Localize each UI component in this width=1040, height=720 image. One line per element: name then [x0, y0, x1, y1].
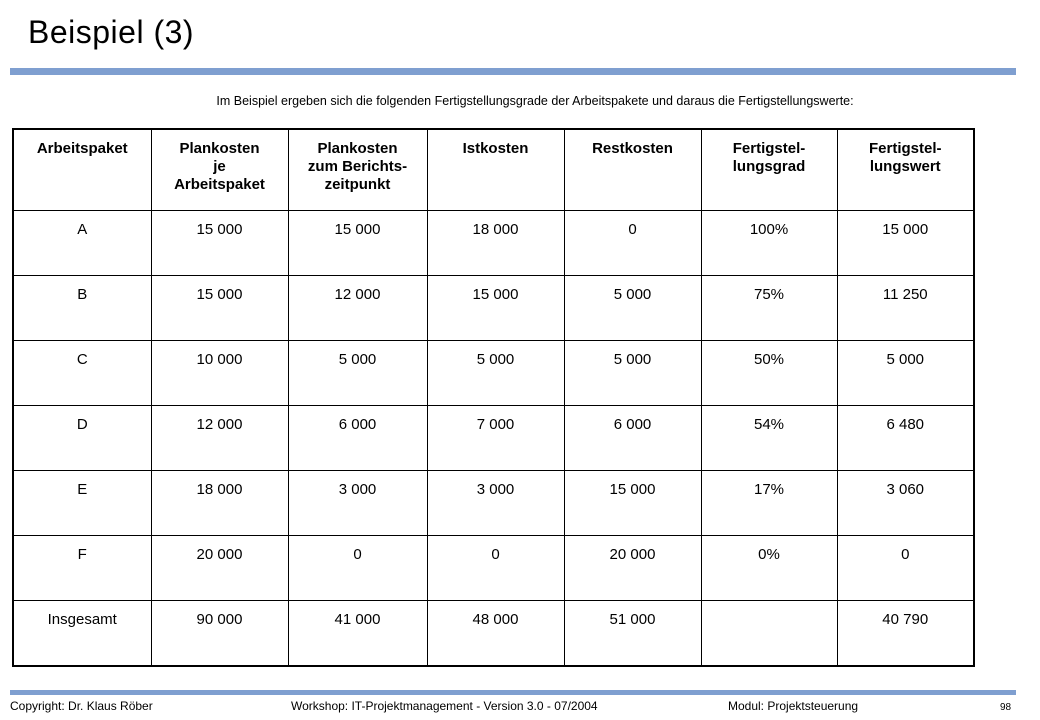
table-cell: 75%	[701, 276, 837, 341]
table-cell: 48 000	[427, 601, 564, 667]
header-arbeitspaket	[13, 129, 151, 211]
table-cell: 3 000	[427, 471, 564, 536]
table-row-total	[13, 601, 974, 667]
table-cell: 0%	[701, 536, 837, 601]
footer-copyright: Copyright: Dr. Klaus Röber	[10, 699, 153, 713]
header-restkosten	[564, 129, 701, 211]
header-line: zum Berichts-	[307, 158, 408, 175]
header-row	[13, 129, 974, 211]
table-cell: 100%	[701, 211, 837, 276]
table-cell: 12 000	[288, 276, 427, 341]
bottom-divider	[10, 690, 1016, 695]
header-line: Arbeitspaket	[36, 140, 128, 157]
table-cell: E	[13, 471, 151, 536]
header-fertigstellungsgrad	[701, 129, 837, 211]
header-plankosten-je	[151, 129, 288, 211]
intro-text: Im Beispiel ergeben sich die folgenden Fertigstellungsgrade der Arbeitspakete und daraus die Fertigstellungswerte:	[216, 94, 854, 108]
page-number: 98	[1000, 702, 1012, 713]
table-cell	[701, 601, 837, 667]
table-cell: 20 000	[151, 536, 288, 601]
header-line: lungsgrad	[732, 158, 806, 175]
table-cell: 5 000	[288, 341, 427, 406]
table-cell: 15 000	[288, 211, 427, 276]
table-cell: C	[13, 341, 151, 406]
table-cell: 0	[837, 536, 974, 601]
table-cell: 6 000	[288, 406, 427, 471]
table-cell: 11 250	[837, 276, 974, 341]
table-body	[13, 211, 974, 667]
table-cell: 0	[427, 536, 564, 601]
table-cell: 3 000	[288, 471, 427, 536]
table-cell: 50%	[701, 341, 837, 406]
table-cell: 40 790	[837, 601, 974, 667]
header-line: Arbeitspaket	[174, 176, 265, 193]
table-cell: 0	[564, 211, 701, 276]
table-cell: 7 000	[427, 406, 564, 471]
table-cell: 15 000	[564, 471, 701, 536]
header-line: je	[213, 158, 226, 175]
table-cell: 5 000	[427, 341, 564, 406]
table-cell: B	[13, 276, 151, 341]
table-row	[13, 211, 974, 276]
table-cell: 15 000	[151, 276, 288, 341]
header-line: zeitpunkt	[324, 176, 391, 193]
table-cell: 51 000	[564, 601, 701, 667]
footer-workshop: Workshop: IT-Projektmanagement - Version 3.0 - 07/2004	[291, 699, 598, 713]
table-cell: 15 000	[151, 211, 288, 276]
table-cell: 90 000	[151, 601, 288, 667]
header-line: Plankosten	[179, 140, 260, 157]
table-cell: 18 000	[151, 471, 288, 536]
table-cell: A	[13, 211, 151, 276]
table-cell: 6 000	[564, 406, 701, 471]
table-cell: 12 000	[151, 406, 288, 471]
table-cell: 5 000	[564, 341, 701, 406]
table-cell: 17%	[701, 471, 837, 536]
table-cell: 20 000	[564, 536, 701, 601]
header-line: Plankosten	[317, 140, 398, 157]
header-istkosten	[427, 129, 564, 211]
table-cell: F	[13, 536, 151, 601]
table-cell: 41 000	[288, 601, 427, 667]
table-cell: 15 000	[837, 211, 974, 276]
header-fertigstellungswert	[837, 129, 974, 211]
table-cell: 6 480	[837, 406, 974, 471]
table-cell: Insgesamt	[13, 601, 151, 667]
header-line: Restkosten	[592, 140, 673, 157]
table-cell: 15 000	[427, 276, 564, 341]
table-row	[13, 471, 974, 536]
table-cell: 0	[288, 536, 427, 601]
header-line: Istkosten	[462, 140, 529, 157]
table-row	[13, 341, 974, 406]
table-cell: 18 000	[427, 211, 564, 276]
table-container	[12, 128, 975, 667]
top-divider	[10, 68, 1016, 75]
table-row	[13, 276, 974, 341]
table-cell: D	[13, 406, 151, 471]
table-cell: 3 060	[837, 471, 974, 536]
table-header	[13, 129, 974, 211]
footer-module: Modul: Projektsteuerung	[728, 699, 859, 713]
work-package-table	[12, 128, 975, 667]
header-plankosten-bericht	[288, 129, 427, 211]
table-cell: 5 000	[837, 341, 974, 406]
header-line: Fertigstel-	[868, 140, 942, 157]
table-cell: 54%	[701, 406, 837, 471]
header-line: Fertigstel-	[732, 140, 806, 157]
header-line: lungswert	[869, 158, 941, 175]
table-cell: 5 000	[564, 276, 701, 341]
table-cell: 10 000	[151, 341, 288, 406]
slide-title: Beispiel (3)	[28, 14, 195, 50]
table-row	[13, 406, 974, 471]
table-row	[13, 536, 974, 601]
